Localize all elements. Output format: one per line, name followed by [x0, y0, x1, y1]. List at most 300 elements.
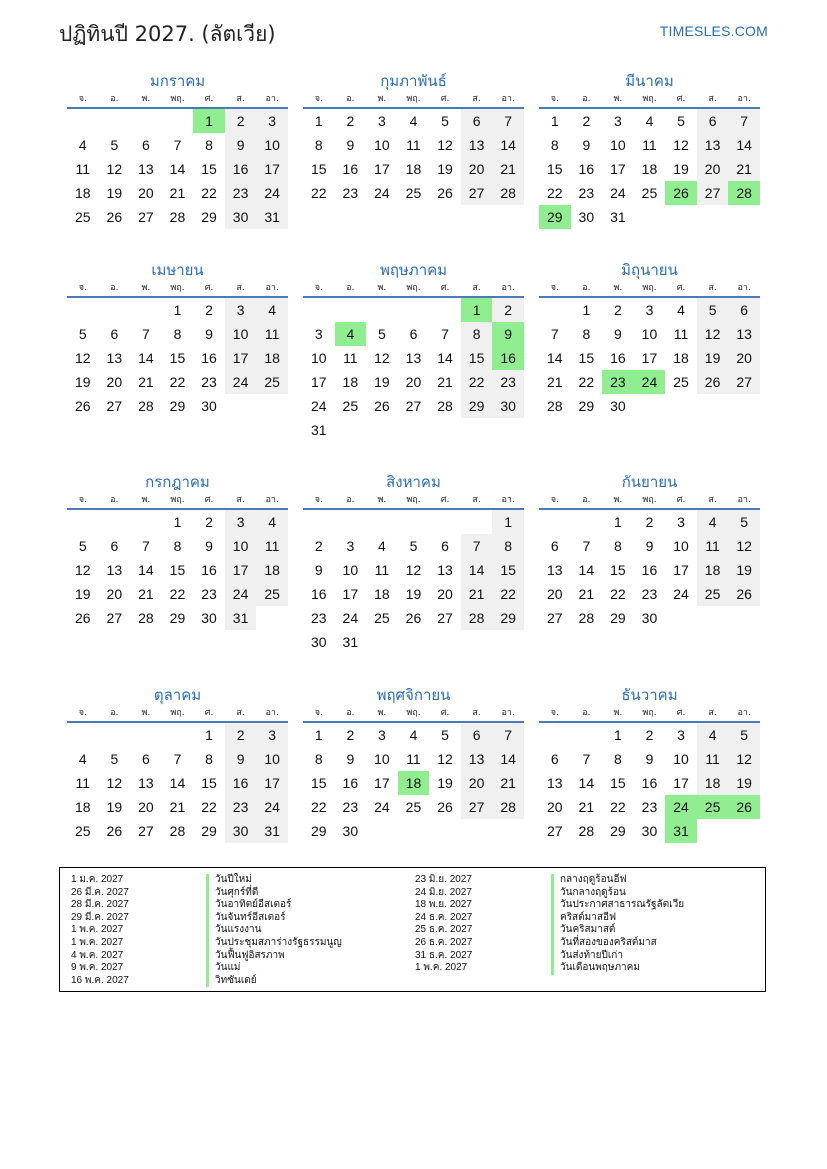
day-cell: 30 [578, 209, 595, 225]
day-cell: 4 [645, 113, 654, 129]
holiday-name: วันแรงงาน [206, 924, 261, 937]
day-cell: 26 [74, 398, 91, 414]
month-name: เมษายน [151, 261, 204, 279]
empty-cell [67, 510, 99, 534]
day-cell: 11 [642, 137, 657, 153]
weekday-label: จ. [78, 708, 87, 718]
day-cell: 27 [546, 610, 563, 626]
empty-cell [130, 723, 162, 747]
holiday-name: วันที่สองของคริสต์มาส [551, 937, 657, 950]
holiday-name: วันศุกร์ที่ดี [206, 887, 258, 900]
day-cell: 14 [437, 350, 453, 366]
day-cell: 9 [346, 751, 355, 767]
weekday-label: อา. [501, 94, 515, 104]
day-cell: 12 [728, 534, 760, 558]
holiday-date: 1 ม.ค. 2027 [71, 874, 124, 885]
day-cell: 21 [437, 374, 453, 390]
empty-cell [366, 510, 398, 534]
day-cell: 22 [310, 185, 327, 201]
weekday-label: พ. [141, 495, 151, 505]
day-cell: 27 [437, 610, 453, 626]
day-cell: 8 [314, 751, 323, 767]
day-cell: 1 [173, 302, 182, 318]
empty-cell [571, 510, 603, 534]
day-cell: 28 [437, 398, 453, 414]
day-cell: 15 [310, 161, 327, 177]
day-cell: 16 [310, 586, 327, 602]
holiday-day-cell: 29 [539, 205, 571, 229]
day-cell: 21 [138, 374, 154, 390]
day-cell: 12 [697, 322, 729, 346]
day-cell: 10 [374, 137, 390, 153]
day-cell: 1 [173, 514, 182, 530]
weekday-label: ศ. [676, 495, 686, 505]
weekday-label: จ. [314, 283, 323, 293]
weekday-header [303, 493, 524, 510]
weekday-label: ส. [236, 495, 245, 505]
holiday-name: วันกลางฤดูร้อน [551, 887, 626, 900]
day-cell: 8 [492, 534, 524, 558]
day-cell: 2 [225, 723, 257, 747]
month-calendar [303, 70, 524, 205]
day-cell: 21 [578, 799, 595, 815]
holiday-day-cell: 1 [461, 298, 493, 322]
holiday-date: 23 มิ.ย. 2027 [415, 874, 472, 885]
day-cell: 5 [441, 727, 449, 743]
day-cell: 29 [169, 610, 186, 626]
month-name: พฤศจิกายน [376, 686, 451, 704]
day-cell: 10 [610, 137, 626, 153]
day-cell: 9 [205, 538, 213, 554]
day-cell: 5 [441, 113, 449, 129]
holiday-date: 1 พ.ค. 2027 [71, 937, 124, 948]
day-cell: 6 [142, 137, 150, 153]
day-cell: 20 [461, 771, 493, 795]
day-cell: 7 [142, 326, 150, 342]
day-cell: 29 [201, 209, 217, 225]
weekday-label: พ. [613, 94, 623, 104]
day-cell: 14 [546, 350, 563, 366]
day-cell: 4 [256, 298, 288, 322]
day-cell: 10 [225, 322, 257, 346]
day-cell: 20 [437, 586, 453, 602]
day-cell: 20 [138, 799, 154, 815]
holiday-date: 26 มี.ค. 2027 [71, 886, 129, 898]
day-cell: 17 [256, 771, 288, 795]
day-cell: 12 [405, 562, 422, 578]
weekday-label: พฤ. [170, 283, 185, 293]
empty-cell [303, 298, 335, 322]
day-cell: 31 [225, 606, 257, 630]
day-grid [539, 298, 760, 418]
weekday-label: อา. [737, 708, 751, 718]
empty-cell [335, 298, 367, 322]
day-cell: 26 [106, 209, 123, 225]
day-grid [303, 298, 524, 442]
holiday-date: 1 พ.ค. 2027 [415, 962, 468, 974]
day-cell: 10 [374, 751, 390, 767]
day-cell: 12 [728, 747, 760, 771]
day-cell: 29 [461, 394, 493, 418]
day-cell: 13 [546, 775, 563, 791]
holiday-name: วันเดือนพฤษภาคม [551, 962, 640, 975]
day-cell: 26 [405, 610, 422, 626]
day-cell: 17 [673, 562, 689, 578]
day-cell: 1 [582, 302, 591, 318]
day-cell: 23 [201, 374, 217, 390]
day-cell: 16 [578, 161, 595, 177]
month-calendar [303, 684, 524, 843]
holiday-day-cell: 26 [665, 181, 697, 205]
day-cell: 8 [173, 538, 182, 554]
day-cell: 19 [728, 558, 760, 582]
day-cell: 30 [310, 634, 327, 650]
weekday-label: อ. [110, 283, 119, 293]
day-cell: 30 [641, 823, 658, 839]
day-cell: 8 [550, 137, 559, 153]
weekday-header [303, 706, 524, 723]
day-cell: 5 [728, 723, 760, 747]
day-cell: 13 [106, 350, 123, 366]
day-cell: 18 [374, 586, 390, 602]
empty-cell [335, 510, 367, 534]
weekday-label: พฤ. [170, 495, 185, 505]
day-cell: 12 [374, 350, 390, 366]
day-cell: 2 [314, 538, 323, 554]
day-cell: 6 [441, 538, 449, 554]
holiday-name: วันประชุมสภาร่างรัฐธรรมนูญ [206, 937, 342, 950]
weekday-label: พฤ. [642, 94, 657, 104]
day-cell: 6 [409, 326, 418, 342]
month-calendar [539, 471, 760, 630]
weekday-header [539, 92, 760, 109]
weekday-label: อา. [265, 94, 279, 104]
day-cell: 21 [492, 157, 524, 181]
day-cell: 9 [346, 137, 355, 153]
day-cell: 7 [173, 137, 182, 153]
day-cell: 11 [406, 137, 421, 153]
day-cell: 1 [314, 727, 323, 743]
weekday-label: จ. [314, 495, 323, 505]
day-cell: 27 [697, 181, 729, 205]
weekday-label: ศ. [440, 283, 450, 293]
day-cell: 23 [225, 181, 257, 205]
day-cell: 7 [492, 109, 524, 133]
empty-cell [99, 723, 131, 747]
weekday-label: อา. [737, 283, 751, 293]
weekday-label: ศ. [204, 495, 214, 505]
weekday-label: พฤ. [642, 708, 657, 718]
day-cell: 4 [78, 751, 87, 767]
weekday-label: ศ. [204, 283, 214, 293]
day-cell: 22 [546, 185, 563, 201]
day-cell: 12 [437, 751, 453, 767]
day-cell: 7 [492, 723, 524, 747]
day-cell: 20 [546, 586, 563, 602]
empty-cell [67, 723, 99, 747]
month-calendar [303, 259, 524, 442]
weekday-label: จ. [550, 283, 559, 293]
weekday-label: ศ. [204, 94, 214, 104]
day-cell: 4 [378, 538, 386, 554]
empty-cell [539, 298, 571, 322]
day-cell: 30 [225, 819, 257, 843]
holiday-day-cell: 18 [398, 771, 430, 795]
day-grid [303, 723, 524, 843]
weekday-label: ส. [472, 283, 481, 293]
day-cell: 12 [106, 775, 123, 791]
day-cell: 7 [550, 326, 559, 342]
day-cell: 8 [614, 538, 622, 554]
holiday-name: วันฟื้นฟูอิสรภาพ [206, 950, 285, 963]
weekday-label: จ. [78, 94, 87, 104]
holiday-date: 24 ธ.ค. 2027 [415, 911, 473, 923]
weekday-label: อ. [110, 94, 119, 104]
day-cell: 23 [492, 370, 524, 394]
day-cell: 9 [225, 133, 257, 157]
day-cell: 27 [546, 823, 563, 839]
month-calendar [67, 259, 288, 418]
day-cell: 26 [74, 610, 91, 626]
day-cell: 10 [641, 326, 658, 342]
day-cell: 11 [697, 747, 729, 771]
day-cell: 28 [492, 795, 524, 819]
weekday-label: อ. [582, 708, 591, 718]
weekday-label: พ. [141, 94, 151, 104]
empty-cell [461, 510, 493, 534]
day-cell: 21 [461, 582, 493, 606]
day-cell: 8 [314, 137, 323, 153]
weekday-label: อ. [346, 94, 355, 104]
holiday-date: 16 พ.ค. 2027 [71, 974, 129, 986]
day-cell: 17 [225, 346, 257, 370]
day-cell: 27 [106, 610, 123, 626]
holiday-day-cell: 4 [335, 322, 367, 346]
holiday-day-cell: 31 [665, 819, 697, 843]
day-cell: 13 [697, 133, 729, 157]
day-cell: 31 [256, 205, 288, 229]
day-cell: 31 [310, 422, 327, 438]
day-cell: 22 [201, 799, 217, 815]
weekday-header [539, 493, 760, 510]
day-cell: 28 [546, 398, 563, 414]
weekday-label: จ. [314, 94, 323, 104]
day-cell: 17 [641, 350, 658, 366]
day-cell: 4 [697, 723, 729, 747]
empty-cell [539, 723, 571, 747]
weekday-label: ส. [236, 708, 245, 718]
day-cell: 23 [578, 185, 595, 201]
month-name: กันยายน [621, 473, 678, 491]
day-cell: 13 [106, 562, 123, 578]
month-name: กุมภาพันธ์ [380, 72, 447, 90]
weekday-label: ศ. [676, 94, 686, 104]
weekday-label: พ. [377, 283, 387, 293]
day-cell: 15 [492, 558, 524, 582]
day-cell: 22 [492, 582, 524, 606]
day-cell: 6 [461, 723, 493, 747]
day-cell: 5 [697, 298, 729, 322]
weekday-label: ศ. [440, 708, 450, 718]
day-cell: 15 [310, 775, 327, 791]
weekday-label: พ. [613, 495, 623, 505]
day-cell: 3 [677, 514, 685, 530]
day-cell: 18 [74, 799, 91, 815]
weekday-header [67, 281, 288, 298]
day-cell: 21 [169, 799, 186, 815]
day-cell: 24 [225, 370, 257, 394]
day-cell: 6 [110, 538, 119, 554]
day-cell: 3 [256, 109, 288, 133]
day-cell: 26 [374, 398, 390, 414]
day-cell: 21 [169, 185, 186, 201]
day-cell: 22 [461, 370, 493, 394]
day-cell: 25 [405, 185, 422, 201]
day-cell: 19 [697, 346, 729, 370]
holiday-date: 28 มี.ค. 2027 [71, 899, 129, 911]
day-cell: 1 [314, 113, 323, 129]
day-cell: 26 [106, 823, 123, 839]
holiday-name: วิทซันเดย์ [206, 975, 257, 988]
holiday-day-cell: 24 [634, 370, 666, 394]
page-title: ปฏิทินปี 2027. (ลัตเวีย) [59, 22, 276, 46]
day-cell: 15 [169, 562, 186, 578]
day-cell: 12 [74, 562, 91, 578]
day-cell: 27 [461, 181, 493, 205]
day-cell: 30 [492, 394, 524, 418]
day-cell: 6 [142, 751, 150, 767]
day-grid [67, 723, 288, 843]
holiday-legend [59, 867, 766, 992]
empty-cell [67, 109, 99, 133]
day-cell: 18 [405, 161, 422, 177]
month-name: มิถุนายน [621, 261, 678, 279]
month-name: กรกฎาคม [145, 473, 210, 491]
day-cell: 23 [342, 185, 359, 201]
brand-link[interactable]: TIMESLES.COM [659, 23, 768, 39]
weekday-header [303, 92, 524, 109]
day-cell: 11 [343, 350, 358, 366]
weekday-label: พฤ. [406, 283, 421, 293]
weekday-label: อ. [110, 495, 119, 505]
day-cell: 26 [437, 185, 453, 201]
day-cell: 26 [437, 799, 453, 815]
empty-cell [99, 109, 131, 133]
day-cell: 22 [201, 185, 217, 201]
holiday-date: 9 พ.ค. 2027 [71, 962, 124, 974]
weekday-label: อา. [501, 495, 515, 505]
day-cell: 5 [409, 538, 418, 554]
day-cell: 3 [256, 723, 288, 747]
weekday-header [67, 493, 288, 510]
day-cell: 23 [201, 586, 217, 602]
day-cell: 17 [374, 161, 390, 177]
weekday-label: พฤ. [642, 495, 657, 505]
day-cell: 30 [610, 398, 626, 414]
day-grid [539, 723, 760, 843]
day-cell: 2 [492, 298, 524, 322]
day-cell: 23 [641, 586, 658, 602]
holiday-date: 24 มิ.ย. 2027 [415, 886, 472, 898]
day-cell: 19 [728, 771, 760, 795]
day-cell: 5 [78, 326, 87, 342]
day-cell: 24 [225, 582, 257, 606]
day-cell: 16 [641, 562, 658, 578]
weekday-label: อา. [737, 495, 751, 505]
weekday-label: อ. [582, 495, 591, 505]
day-cell: 29 [492, 606, 524, 630]
weekday-label: พฤ. [170, 94, 185, 104]
weekday-label: ส. [708, 283, 717, 293]
weekday-label: พฤ. [406, 94, 421, 104]
day-cell: 21 [492, 771, 524, 795]
day-cell: 31 [610, 209, 626, 225]
weekday-label: ส. [472, 495, 481, 505]
weekday-label: ศ. [440, 495, 450, 505]
day-cell: 10 [256, 747, 288, 771]
day-cell: 11 [75, 161, 91, 177]
weekday-label: อ. [346, 708, 355, 718]
weekday-label: ศ. [676, 283, 686, 293]
day-cell: 9 [225, 747, 257, 771]
day-cell: 24 [673, 586, 689, 602]
day-cell: 23 [342, 799, 359, 815]
empty-cell [539, 510, 571, 534]
weekday-label: พ. [377, 94, 387, 104]
day-cell: 18 [697, 558, 729, 582]
day-cell: 5 [378, 326, 386, 342]
day-grid [539, 109, 760, 229]
day-cell: 18 [256, 558, 288, 582]
holiday-date: 26 ธ.ค. 2027 [415, 937, 473, 948]
holiday-day-cell: 1 [193, 109, 225, 133]
holiday-date: 25 ธ.ค. 2027 [415, 924, 473, 936]
holiday-date: 1 พ.ค. 2027 [71, 924, 124, 936]
day-cell: 18 [342, 374, 359, 390]
day-cell: 17 [374, 775, 390, 791]
day-cell: 30 [201, 610, 217, 626]
empty-cell [99, 510, 131, 534]
empty-cell [398, 510, 430, 534]
day-cell: 11 [374, 562, 390, 578]
day-cell: 14 [492, 133, 524, 157]
holiday-day-cell: 25 [697, 795, 729, 819]
month-calendar [303, 471, 524, 654]
weekday-label: อา. [265, 495, 279, 505]
day-cell: 12 [673, 137, 689, 153]
day-cell: 21 [728, 157, 760, 181]
day-cell: 20 [728, 346, 760, 370]
day-cell: 15 [610, 562, 626, 578]
month-name: มกราคม [149, 72, 206, 90]
day-cell: 3 [677, 727, 685, 743]
weekday-label: พ. [377, 495, 387, 505]
day-cell: 5 [677, 113, 685, 129]
day-grid [303, 510, 524, 654]
day-cell: 4 [256, 510, 288, 534]
day-cell: 21 [138, 586, 154, 602]
day-cell: 8 [614, 751, 622, 767]
day-cell: 2 [205, 302, 213, 318]
day-cell: 23 [310, 610, 327, 626]
day-cell: 2 [346, 727, 355, 743]
day-cell: 8 [173, 326, 182, 342]
day-cell: 31 [342, 634, 359, 650]
day-cell: 5 [728, 510, 760, 534]
day-cell: 9 [645, 538, 654, 554]
weekday-label: จ. [550, 94, 559, 104]
empty-cell [429, 298, 461, 322]
